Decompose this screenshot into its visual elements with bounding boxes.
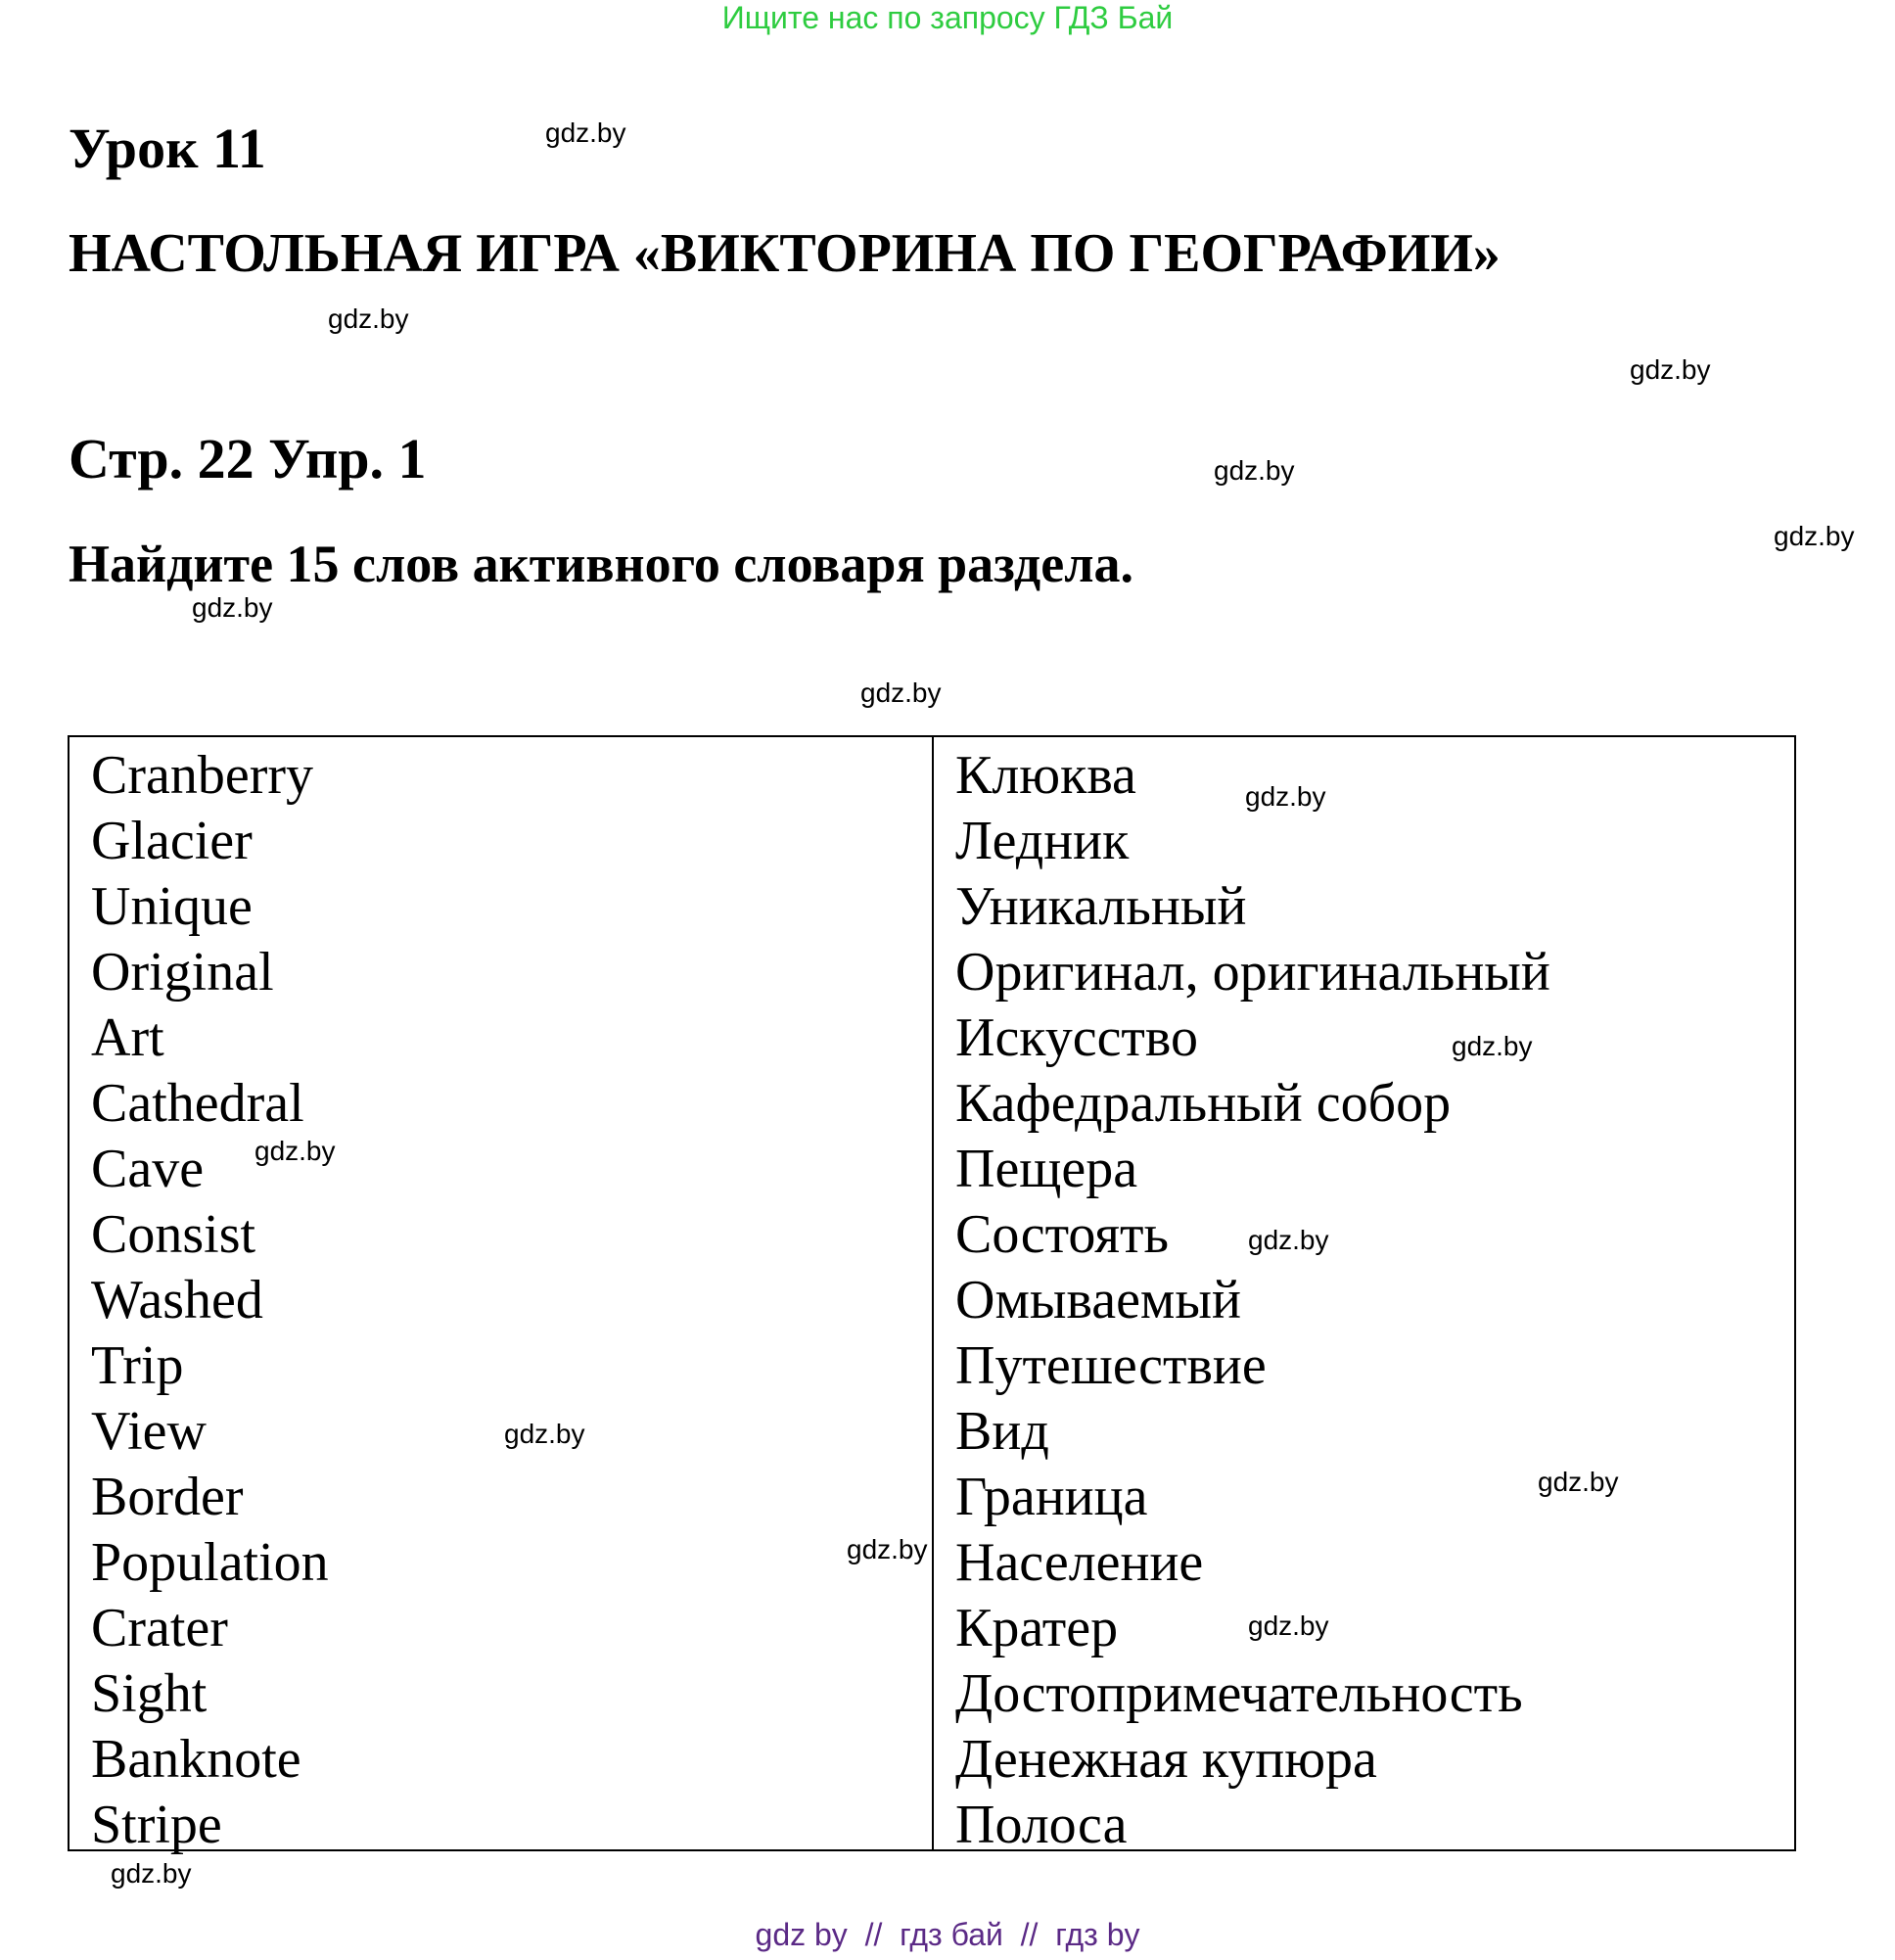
russian-word: Пещера	[955, 1139, 1138, 1199]
english-word: Consist	[91, 1204, 256, 1265]
watermark: gdz.by	[504, 1419, 585, 1449]
russian-column	[934, 737, 1794, 1855]
english-word: Stripe	[91, 1795, 222, 1855]
english-word: Art	[91, 1007, 164, 1068]
english-word: Original	[91, 942, 274, 1003]
russian-word: Клюква	[955, 745, 1136, 806]
watermark: gdz.by	[1452, 1031, 1533, 1061]
english-word: View	[91, 1401, 207, 1462]
russian-word: Уникальный	[955, 876, 1247, 937]
russian-word: Ледник	[955, 811, 1130, 871]
english-word: Glacier	[91, 811, 253, 871]
russian-word: Состоять	[955, 1204, 1170, 1265]
english-column	[69, 737, 934, 1855]
watermark: gdz.by	[1245, 781, 1326, 812]
page-reference: Стр. 22 Упр. 1	[69, 427, 427, 490]
russian-word: Полоса	[955, 1795, 1128, 1855]
watermark: gdz.by	[328, 303, 409, 334]
watermark: gdz.by	[254, 1136, 336, 1166]
russian-word: Кафедральный собор	[955, 1073, 1452, 1134]
watermark: gdz.by	[192, 592, 273, 623]
english-word: Washed	[91, 1270, 263, 1330]
russian-word: Искусство	[955, 1007, 1198, 1068]
footer-links: gdz by // гдз бай // гдз by	[755, 1917, 1140, 1952]
watermark: gdz.by	[1538, 1467, 1619, 1497]
watermark: gdz.by	[1774, 521, 1855, 551]
english-word: Cave	[91, 1139, 205, 1199]
watermark: gdz.by	[1248, 1610, 1329, 1641]
english-word: Population	[91, 1532, 329, 1593]
watermark: gdz.by	[847, 1534, 928, 1564]
english-word: Trip	[91, 1335, 184, 1396]
watermark: gdz.by	[1248, 1225, 1329, 1255]
russian-word: Путешествие	[955, 1335, 1267, 1396]
watermark: gdz.by	[111, 1858, 192, 1889]
english-word: Sight	[91, 1663, 208, 1724]
russian-word: Оригинал, оригинальный	[955, 942, 1550, 1003]
watermark: gdz.by	[1214, 455, 1295, 486]
russian-word: Кратер	[955, 1598, 1119, 1658]
russian-word: Вид	[955, 1401, 1049, 1462]
watermark: gdz.by	[545, 117, 626, 148]
english-word: Cathedral	[91, 1073, 304, 1134]
top-banner: Ищите нас по запросу ГДЗ Бай	[721, 0, 1174, 35]
english-word: Border	[91, 1467, 244, 1527]
english-word: Crater	[91, 1598, 228, 1658]
watermark: gdz.by	[860, 677, 942, 708]
english-word: Banknote	[91, 1729, 301, 1790]
english-word: Cranberry	[91, 745, 314, 806]
game-title: НАСТОЛЬНАЯ ИГРА «ВИКТОРИНА ПО ГЕОГРАФИИ»	[69, 223, 1501, 284]
lesson-title: Урок 11	[69, 117, 266, 180]
task-instruction: Найдите 15 слов активного словаря раздела.	[69, 535, 1133, 593]
russian-word: Денежная купюра	[955, 1729, 1377, 1790]
russian-word: Омываемый	[955, 1270, 1241, 1330]
russian-word: Население	[955, 1532, 1204, 1593]
english-word: Unique	[91, 876, 253, 937]
russian-word: Достопримечательность	[955, 1663, 1523, 1724]
vocabulary-table	[68, 735, 1796, 1855]
watermark: gdz.by	[1630, 354, 1711, 385]
russian-word: Граница	[955, 1467, 1148, 1527]
